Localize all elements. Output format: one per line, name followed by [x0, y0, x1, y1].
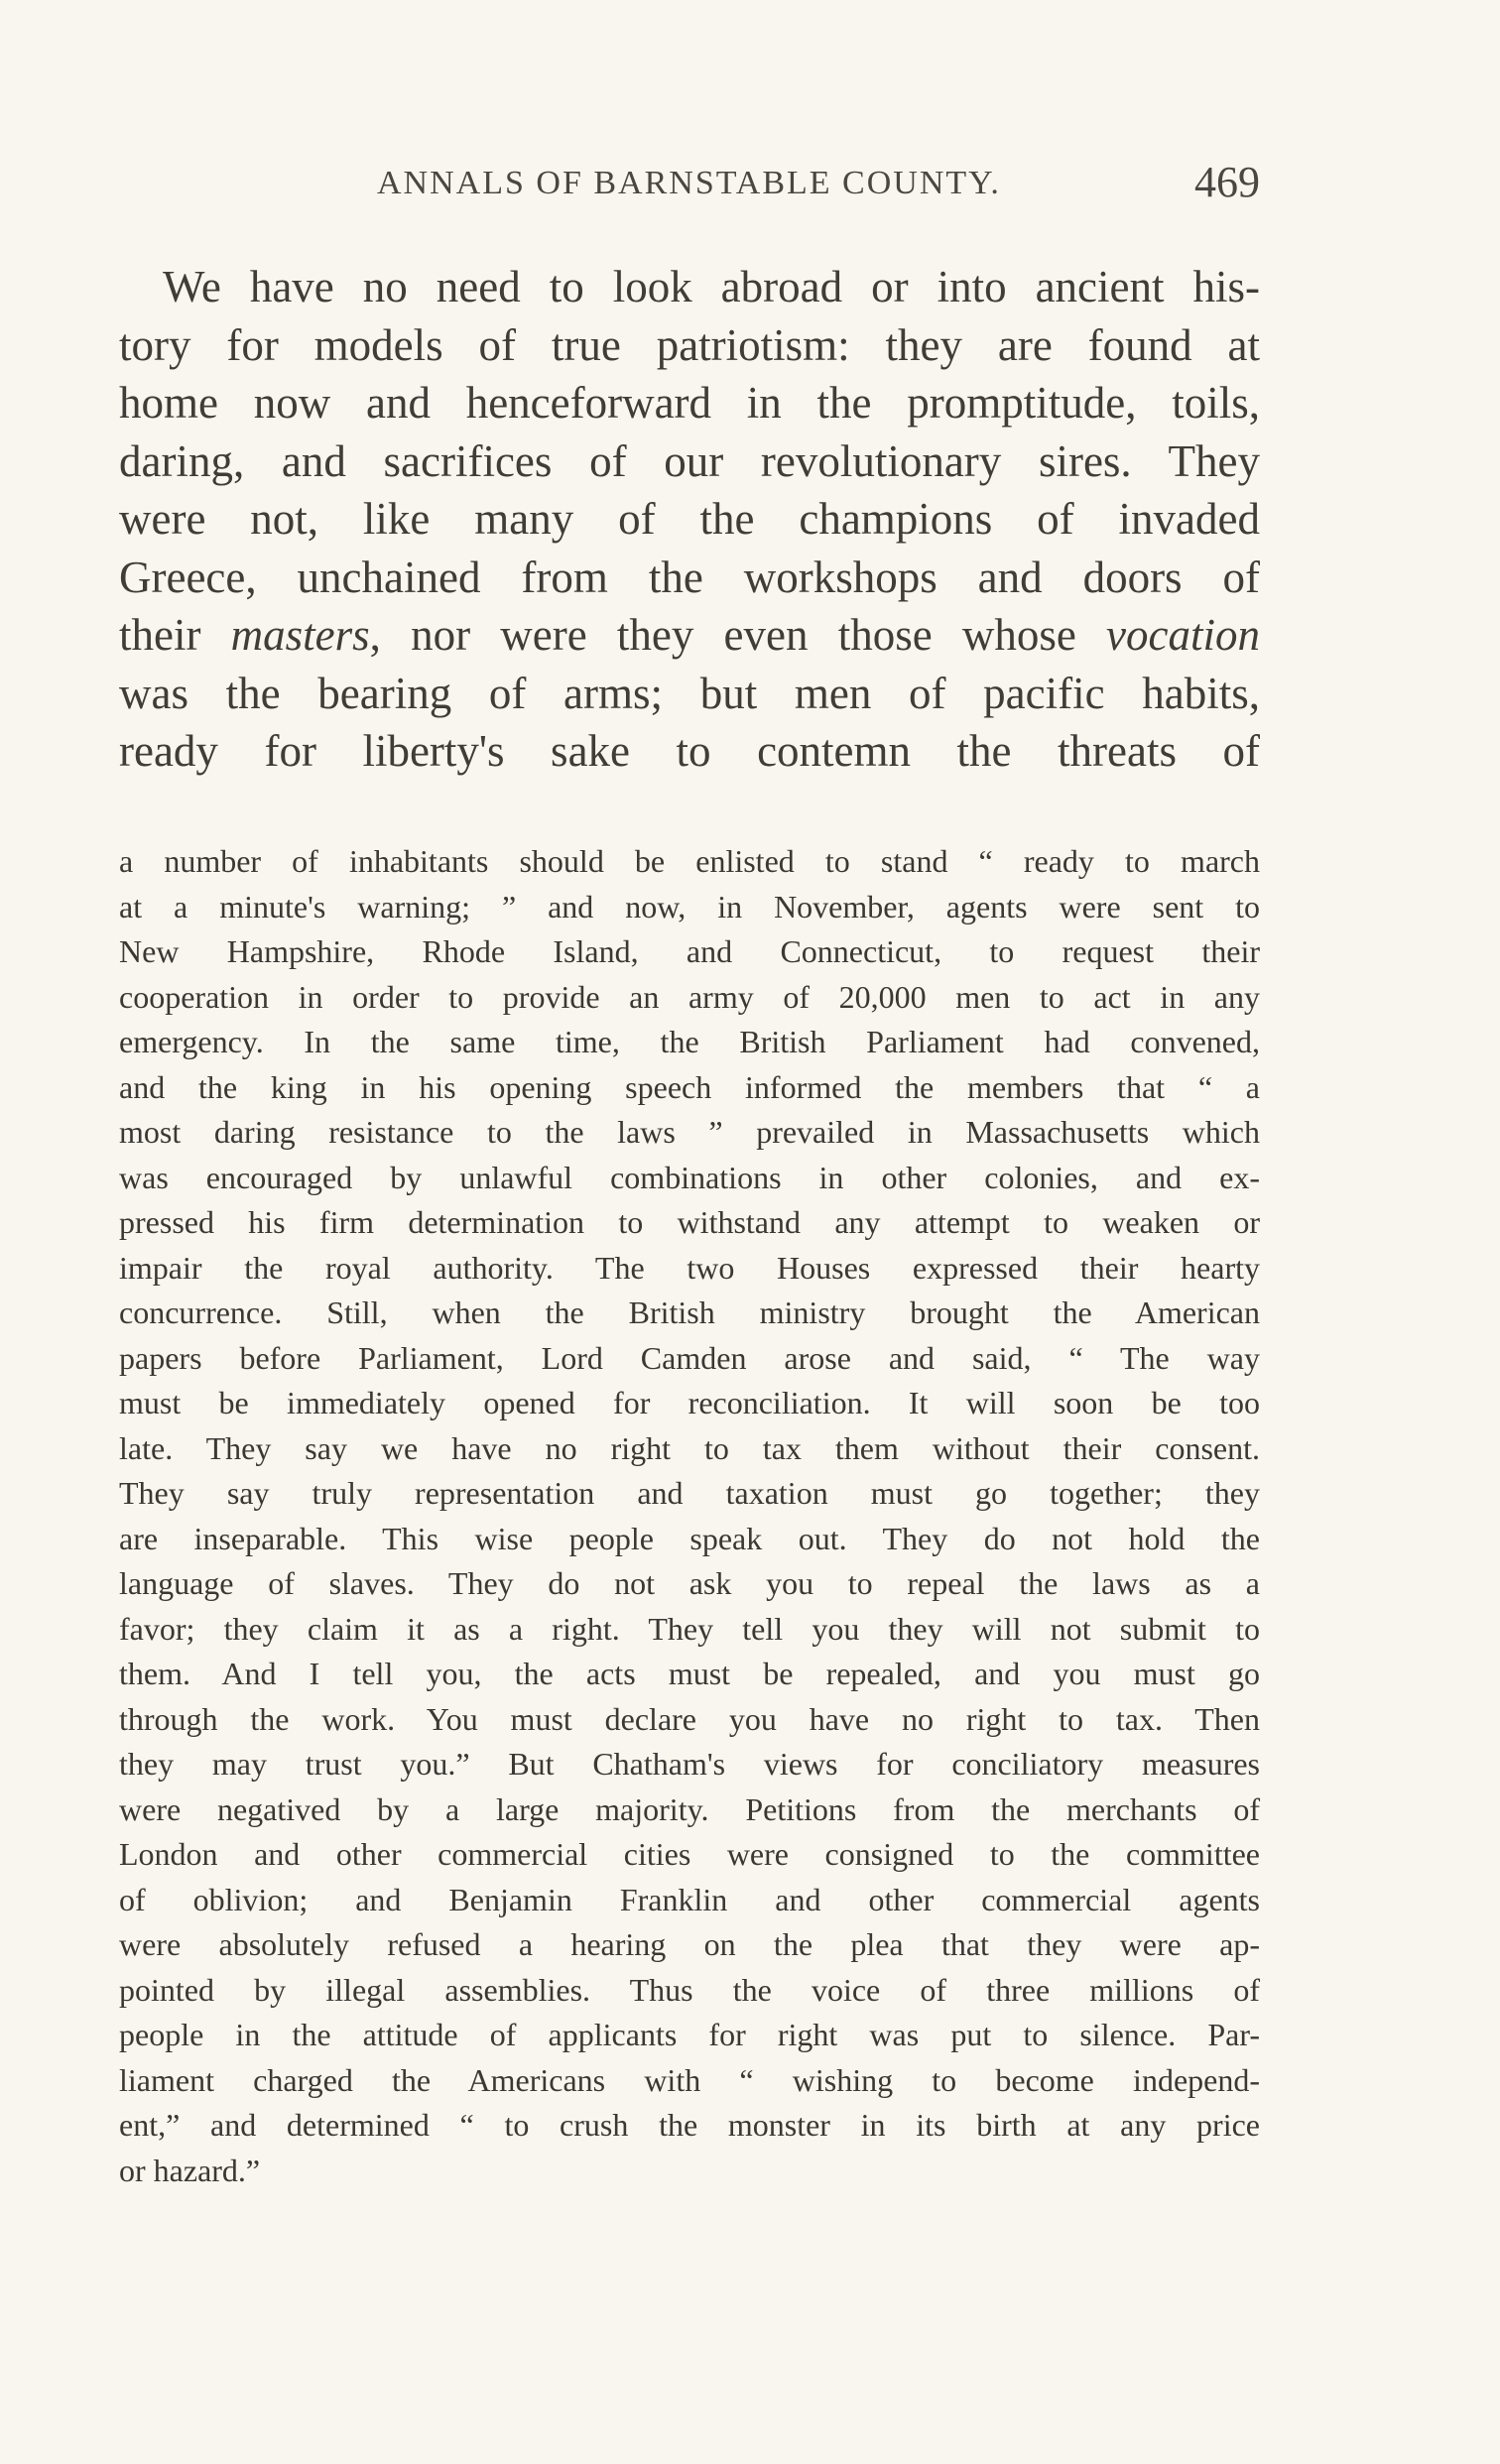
footnote-line: language of slaves. They do not ask you to repeal the laws as a — [119, 1565, 1260, 1601]
main-text-line: were not, like many of the champions of invaded — [119, 494, 1260, 544]
footnote-line: most daring resistance to the laws ” prevailed in Massachusetts which — [119, 1114, 1260, 1150]
footnote-line: at a minute's warning; ” and now, in November, agents were sent to — [119, 888, 1260, 924]
running-title: ANNALS OF BARNSTABLE COUNTY. — [377, 165, 1001, 201]
footnote-line: they may trust you.” But Chatham's views for conciliatory measures — [119, 1746, 1260, 1782]
page-header — [119, 157, 1260, 216]
footnote-line: pointed by illegal assemblies. Thus the voice of three millions of — [119, 1971, 1260, 2008]
footnote-line: and the king in his opening speech informed the members that “ a — [119, 1068, 1260, 1105]
main-text-line: tory for models of true patriotism: they are found at — [119, 319, 1260, 370]
footnote-line: They say truly representation and taxation must go together; they — [119, 1475, 1260, 1511]
footnote-line: a number of inhabitants should be enlisted to stand “ ready to march — [119, 843, 1260, 879]
main-text-line: We have no need to look abroad or into ancient his- — [163, 262, 1260, 311]
footnote-line: late. They say we have no right to tax them without their consent. — [119, 1429, 1260, 1466]
footnote-line: through the work. You must declare you have no right to tax. Then — [119, 1700, 1260, 1737]
footnote-line: ent,” and determined “ to crush the monster in its birth at any price — [119, 2107, 1260, 2143]
page-number: 469 — [1194, 158, 1260, 206]
footnote-line: liament charged the Americans with “ wishing to become independ- — [119, 2061, 1260, 2098]
footnote-line: cooperation in order to provide an army of 20,000 men to act in any — [119, 978, 1260, 1015]
footnote-line: people in the attitude of applicants for right was put to silence. Par- — [119, 2017, 1260, 2052]
main-text-line: ready for liberty's sake to contemn the threats of — [119, 726, 1260, 776]
footnote-paragraph — [119, 839, 1260, 2193]
main-text-line: Greece, unchained from the workshops and doors of — [119, 552, 1260, 602]
main-text-line: home now and henceforward in the promptitude, toils, — [119, 378, 1260, 428]
footnote-line: must be immediately opened for reconciliation. It will soon be too — [119, 1385, 1260, 1420]
main-text-line: daring, and sacrifices of our revolutionary sires. They — [119, 435, 1260, 486]
footnote-line: were absolutely refused a hearing on the plea that they were ap- — [119, 1926, 1260, 1962]
footnote-line: were negatived by a large majority. Petitions from the merchants of — [119, 1790, 1260, 1827]
footnote-line: emergency. In the same time, the British Parliament had convened, — [119, 1024, 1260, 1059]
footnote-line: was encouraged by unlawful combinations in other colonies, and ex- — [119, 1159, 1260, 1195]
footnote-line: or hazard.” — [119, 2152, 261, 2188]
footnote-line: New Hampshire, Rhode Island, and Connecticut, to request their — [119, 933, 1260, 969]
footnote-line: impair the royal authority. The two Houses expressed their hearty — [119, 1249, 1260, 1286]
main-text-line: was the bearing of arms; but men of pacific habits, — [119, 668, 1260, 718]
footnote-line: pressed his firm determination to withstand any attempt to weaken or — [119, 1204, 1260, 1240]
main-text-line: their masters, nor were they even those whose vocation — [119, 610, 1260, 660]
footnote-line: papers before Parliament, Lord Camden arose and said, “ The way — [119, 1339, 1260, 1376]
footnote-line: them. And I tell you, the acts must be repealed, and you must go — [119, 1656, 1260, 1691]
footnote-line: favor; they claim it as a right. They tell you they will not submit to — [119, 1610, 1260, 1647]
main-paragraph — [119, 258, 1260, 781]
footnote-line: of oblivion; and Benjamin Franklin and other commercial agents — [119, 1881, 1260, 1917]
footnote-line: London and other commercial cities were consigned to the committee — [119, 1836, 1260, 1872]
footnote-line: are inseparable. This wise people speak out. They do not hold the — [119, 1520, 1260, 1556]
footnote-line: concurrence. Still, when the British ministry brought the American — [119, 1294, 1260, 1330]
